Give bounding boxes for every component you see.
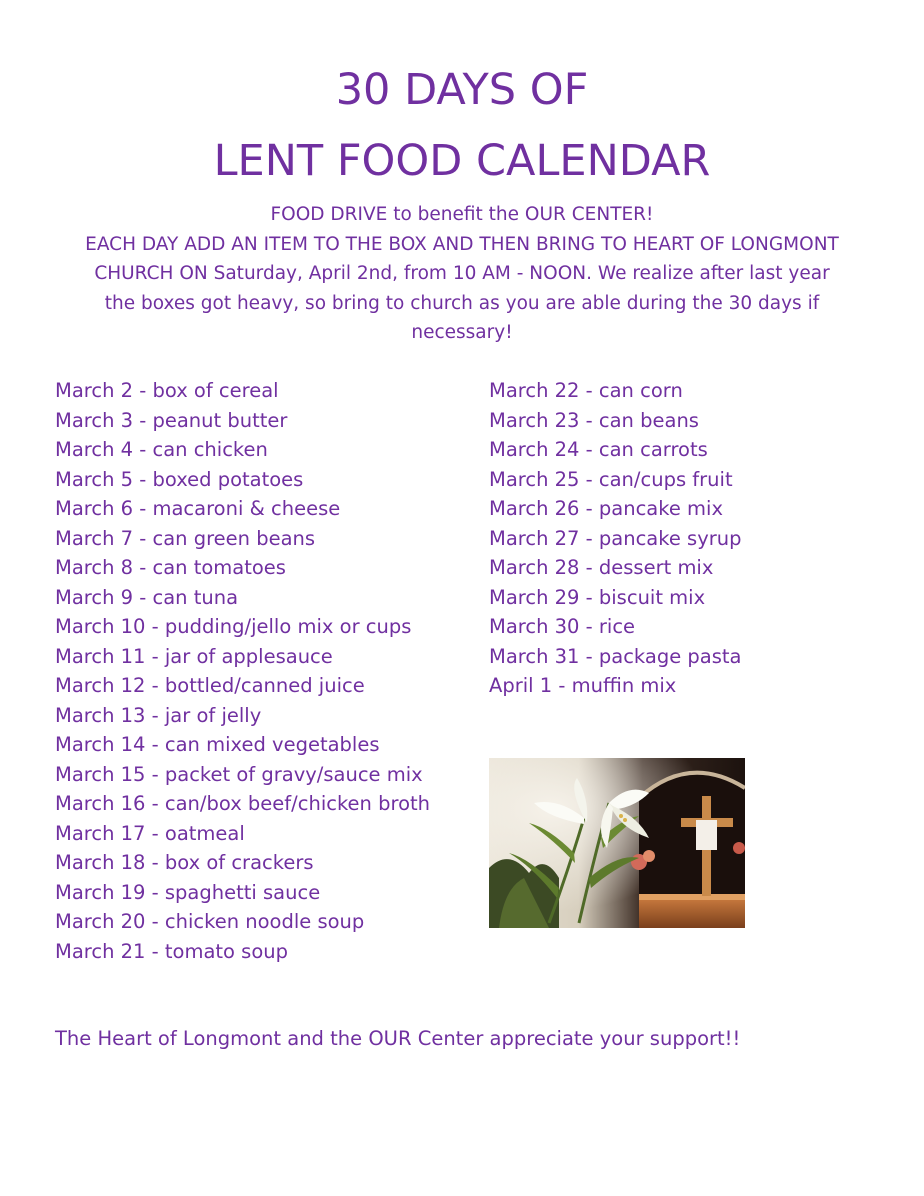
list-item: March 13 - jar of jelly [55, 703, 262, 727]
list-item: April 1 - muffin mix [489, 674, 677, 697]
list-item: March 25 - can/cups fruit [489, 467, 733, 491]
list-item: March 27 - pancake syrup [489, 526, 742, 550]
easter-lily-cross-photo [489, 758, 745, 928]
intro-line-1: FOOD DRIVE to benefit the OUR CENTER! [270, 204, 654, 225]
list-item: March 21 - tomato soup [55, 939, 289, 963]
list-item: March 19 - spaghetti sauce [55, 880, 321, 904]
footer-message: The Heart of Longmont and the OUR Center appreciate your support!! [55, 1027, 741, 1050]
calendar-left-column [55, 376, 430, 966]
list-item: March 17 - oatmeal [55, 821, 245, 845]
intro-line-3: CHURCH ON Saturday, April 2nd, from 10 AM - NOON. We realize after last year [94, 263, 830, 284]
list-item: March 24 - can carrots [489, 438, 708, 461]
calendar-right-column [489, 376, 742, 701]
list-item: March 15 - packet of gravy/sauce mix [55, 762, 423, 786]
intro-line-4: the boxes got heavy, so bring to church as you are able during the 30 days if [104, 292, 820, 314]
list-item: March 22 - can corn [489, 379, 683, 402]
list-item: March 16 - can/box beef/chicken broth [55, 792, 431, 815]
list-item: March 10 - pudding/jello mix or cups [55, 615, 412, 638]
intro-text [30, 200, 894, 348]
list-item: March 3 - peanut butter [55, 408, 288, 432]
title-line-2: LENT FOOD CALENDAR [213, 136, 711, 186]
list-item: March 12 - bottled/canned juice [55, 674, 365, 697]
list-item: March 5 - boxed potatoes [55, 467, 304, 491]
list-item: March 14 - can mixed vegetables [55, 733, 380, 756]
list-item: March 7 - can green beans [55, 526, 316, 550]
list-item: March 9 - can tuna [55, 585, 239, 609]
list-item: March 18 - box of crackers [55, 851, 314, 874]
list-item: March 4 - can chicken [55, 438, 268, 461]
list-item: March 30 - rice [489, 615, 636, 638]
list-item: March 2 - box of cereal [55, 379, 279, 402]
intro-line-5: necessary! [411, 322, 513, 343]
list-item: March 26 - pancake mix [489, 497, 723, 520]
list-item: March 11 - jar of applesauce [55, 644, 333, 668]
list-item: March 6 - macaroni & cheese [55, 497, 341, 520]
list-item: March 8 - can tomatoes [55, 556, 286, 579]
list-item: March 20 - chicken noodle soup [55, 910, 365, 933]
list-item: March 28 - dessert mix [489, 556, 714, 579]
title-line-1: 30 DAYS OF [335, 65, 589, 115]
list-item: March 31 - package pasta [489, 644, 742, 668]
intro-line-2: EACH DAY ADD AN ITEM TO THE BOX AND THEN BRING TO HEART OF LONGMONT [85, 233, 839, 255]
list-item: March 29 - biscuit mix [489, 585, 706, 609]
list-item: March 23 - can beans [489, 408, 699, 432]
